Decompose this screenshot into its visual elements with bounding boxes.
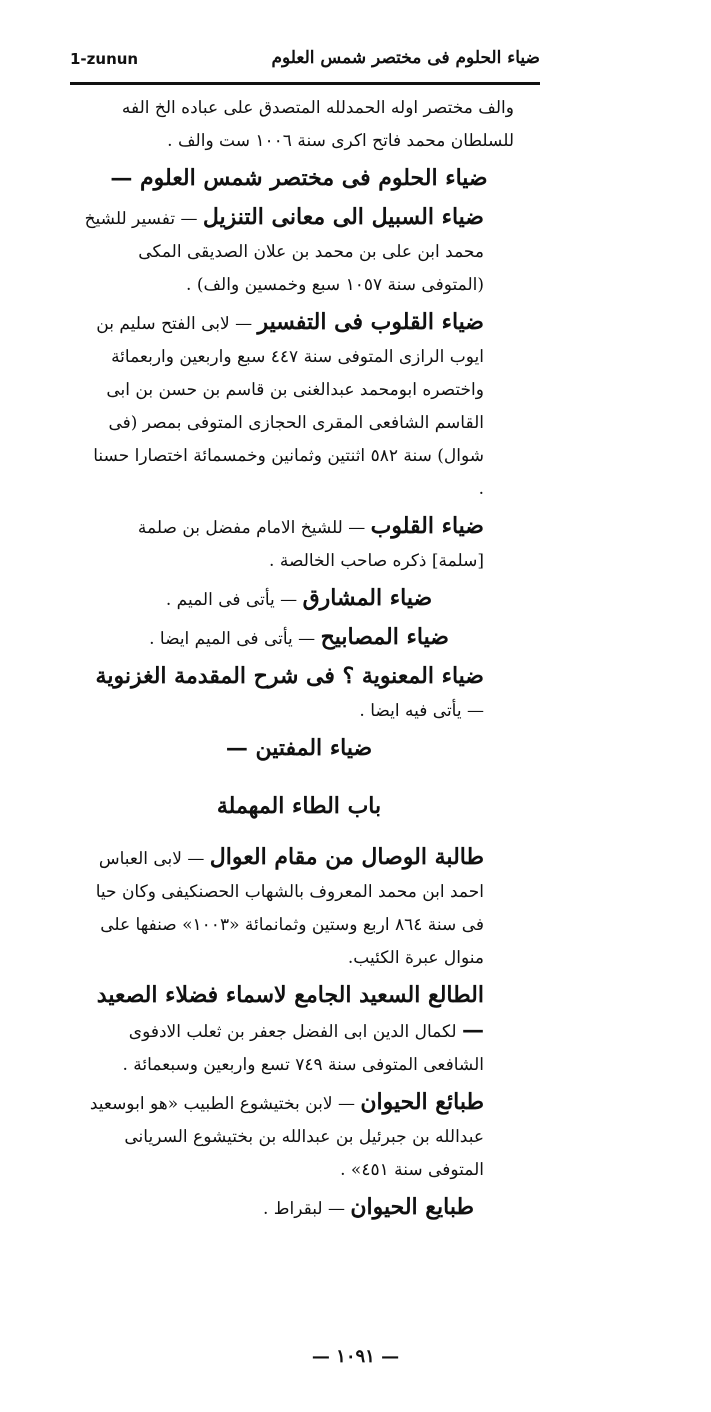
entry-title: ضياء المشارق bbox=[302, 585, 433, 611]
entry-heading bbox=[84, 162, 514, 197]
entry-title: طبائع الحيوان bbox=[360, 1089, 484, 1115]
page-number: — ١٠٩١ — bbox=[311, 1346, 400, 1367]
entry-title: طالبة الوصال من مقام العوال bbox=[209, 844, 484, 870]
entry-title: ضياء القلوب فى التفسير bbox=[257, 309, 484, 335]
entry-text: — يأتى فى الميم ايضا . bbox=[149, 629, 316, 649]
page-content bbox=[84, 92, 514, 1230]
entry-text: — يأتى فى الميم . bbox=[165, 590, 298, 610]
entry bbox=[84, 201, 514, 302]
header-left-label: 1-zunun bbox=[70, 50, 139, 68]
entry-title: طبايع الحيوان bbox=[350, 1194, 474, 1220]
entry bbox=[84, 510, 514, 578]
entry-title: ضياء القلوب bbox=[370, 513, 484, 539]
entry-text: — لابن بختيشوع الطبيب «هو ابوسعيد عبدالله بن جبرئيل بن عبدالله بن بختيشوع السريانى المتوفى سنة ٤٥١» . bbox=[89, 1094, 484, 1180]
entry bbox=[84, 979, 514, 1082]
entry-text: لكمال الدين ابى الفضل جعفر بن ثعلب الادفوى الشافعى المتوفى سنة ٧٤٩ تسع واربعين وسبعمائة . bbox=[122, 1022, 484, 1075]
entry-text: والف مختصر اوله الحمدلله المتصدق على عباده الخ الفه للسلطان محمد فاتح اكرى سنة ١٠٠٦ ست والف . bbox=[121, 98, 514, 151]
page-header bbox=[70, 48, 540, 76]
entry-continuation bbox=[84, 92, 514, 158]
entry-heading bbox=[84, 732, 514, 767]
entry-title: ضياء السبيل الى معانى التنزيل bbox=[202, 204, 484, 230]
entry bbox=[84, 1086, 514, 1187]
entry-text: — لابى الفتح سليم بن ايوب الرازى المتوفى سنة ٤٤٧ سبع واربعين واربعمائة واختصره ابومحمد عبدالغنى بن قاسم بن حسن بن ابى القاسم الشافعى المقرى الحجازى المتوفى بمصر (فى شوال) سنة ٥٨٢ اثنتين وثمانين وخمسمائة اختصارا حسنا . bbox=[93, 314, 484, 499]
entry-text: — تفسير للشيخ محمد ابن على بن محمد بن علان الصديقى المكى (المتوفى سنة ١٠٥٧ سبع وخمسين والف) . bbox=[84, 209, 484, 295]
entry-title: ضياء المفتين — bbox=[225, 735, 373, 761]
entry bbox=[84, 582, 514, 617]
entry bbox=[84, 306, 514, 506]
entry-text: — لابى العباس احمد ابن محمد المعروف بالشهاب الحصنكيفى وكان حيا فى سنة ٨٦٤ اربع وستين وثمانمائة «١٠٠٣» صنفها على منوال عبرة الكئيب. bbox=[95, 849, 484, 968]
entry-text: — للشيخ الامام مفضل بن صلمة [سلمة] ذكره صاحب الخالصة . bbox=[137, 518, 484, 571]
entry-title: الطالع السعيد الجامع لاسماء فضلاء الصعيد — bbox=[96, 982, 484, 1043]
entry-title: ضياء المصابيح bbox=[320, 624, 449, 650]
section-title: باب الطاء المهملة bbox=[216, 793, 382, 819]
entry-text: — لبقراط . bbox=[263, 1199, 345, 1219]
entry bbox=[84, 621, 514, 656]
entry-text: — يأتى فيه ايضا . bbox=[359, 701, 484, 721]
entry bbox=[84, 841, 514, 975]
running-title: ضياء الحلوم فى مختصر شمس العلوم bbox=[271, 48, 540, 68]
entry bbox=[84, 1191, 514, 1226]
entry-title: ضياء الحلوم فى مختصر شمس العلوم — bbox=[110, 165, 488, 191]
entry-title: ضياء المعنوية ؟ فى شرح المقدمة الغزنوية bbox=[95, 663, 484, 689]
header-rule bbox=[70, 82, 540, 85]
entry bbox=[84, 660, 514, 728]
